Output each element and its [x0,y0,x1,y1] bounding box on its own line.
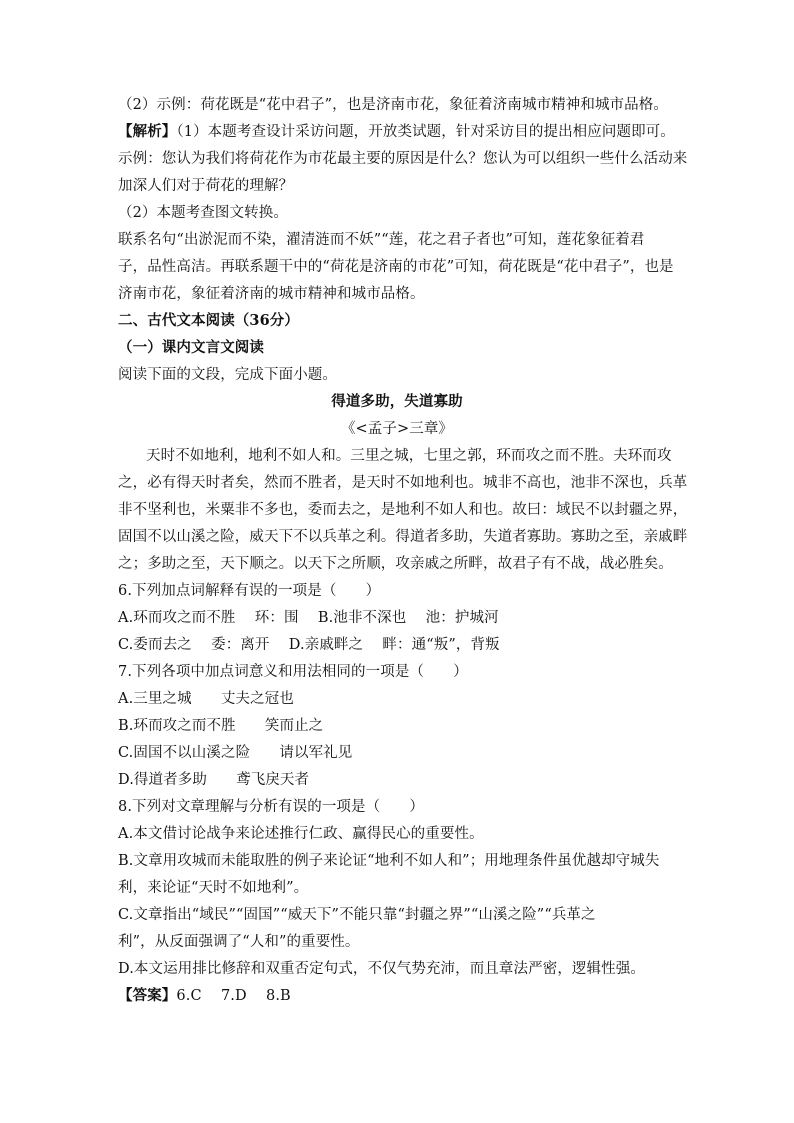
analysis-detail-line2: 子，品性高洁。再联系题干中的“荷花是济南的市花”可知，荷花既是“花中君子”，也是 [118,259,674,275]
answer-values: 6.C 7.D 8.B [176,988,291,1004]
question-8-stem: 8.下列对文章理解与分析有误的一项是（ ） [118,799,425,815]
question-7-option: B.环而攻之而不胜 笑而止之 [118,718,324,734]
passage-line: 之，必有得天时者矣，然而不胜者，是天时不如地利也。城非不高也，池非不深也，兵革 [118,475,688,491]
question-8-option-c-cont: 利”，从反面强调了“人和”的重要性。 [118,934,360,950]
analysis-part1: 【解析】（1）本题考查设计采访问题，开放类试题，针对采访目的提出相应问题即可。 [118,123,675,140]
question-6-options-ab: A.环而攻之而不胜 环：围 B.池非不深也 池：护城河 [118,610,499,626]
passage-line: 天时不如地利，地利不如人和。三里之城，七里之郭，环而攻之而不胜。夫环而攻 [146,448,672,464]
section-title: 二、古代文本阅读（36分） [118,312,299,329]
question-6-stem: 6.下列加点词解释有误的一项是（ ） [118,583,381,599]
analysis-example-line2: 加深人们对于荷花的理解？ [118,178,294,194]
passage-source: 《<孟子>三章》 [340,421,454,437]
analysis-example-line1: 示例：您认为我们将荷花作为市花最主要的原因是什么？您认为可以组织一些什么活动来 [118,151,688,167]
analysis-label: 【解析】 [118,123,177,140]
answer-part2-example: （2）示例：荷花既是“花中君子”，也是济南市花，象征着济南城市精神和城市品格。 [118,97,668,113]
instruction: 阅读下面的文段，完成下面小题。 [118,367,337,383]
question-8-option-c: C.文章指出“域民”“固国”“威天下”不能只靠“封疆之界”“山溪之险”“兵革之 [118,907,596,923]
question-7-stem: 7.下列各项中加点词意义和用法相同的一项是（ ） [118,664,468,680]
passage-title: 得道多助，失道寡助 [331,393,463,410]
question-6-options-cd: C.委而去之 委：离开 D.亲戚畔之 畔：通“叛”，背叛 [118,637,500,653]
analysis-part2: （2）本题考查图文转换。 [118,205,288,221]
answer-line [118,985,291,1007]
answer-label: 【答案】 [118,987,177,1004]
question-7-option: D.得道者多助 鸢飞戾天者 [118,772,310,788]
analysis-detail-line1: 联系名句“出淤泥而不染，濯清涟而不妖”“莲，花之君子者也”可知，莲花象征着君 [118,232,645,248]
passage-line: 之；多助之至，天下顺之。以天下之所顺，攻亲戚之所畔，故君子有不战，战必胜矣。 [118,556,673,572]
subsection-title: （一）课内文言文阅读 [118,339,264,356]
analysis-detail-line3: 济南市花，象征着济南的城市精神和城市品格。 [118,286,425,302]
question-7-option: A.三里之城 丈夫之冠也 [118,691,294,707]
passage-line: 非不坚利也，米粟非不多也，委而去之，是地利不如人和也。故曰：域民不以封疆之界， [118,502,688,518]
question-7-option: C.固国不以山溪之险 请以军礼见 [118,745,353,761]
question-8-option-b: B.文章用攻城而未能取胜的例子来论证“地利不如人和”；用地理条件虽优越却守城失 [118,853,660,869]
question-8-option-b-cont: 利，来论证“天时不如地利”。 [118,880,309,896]
question-8-option-a: A.本文借讨论战争来论述推行仁政、赢得民心的重要性。 [118,826,484,842]
question-8-option-d: D.本文运用排比修辞和双重否定句式，不仅气势充沛，而且章法严密，逻辑性强。 [118,961,645,977]
passage-line: 固国不以山溪之险，威天下不以兵革之利。得道者多助，失道者寡助。寡助之至，亲戚畔 [118,529,688,545]
